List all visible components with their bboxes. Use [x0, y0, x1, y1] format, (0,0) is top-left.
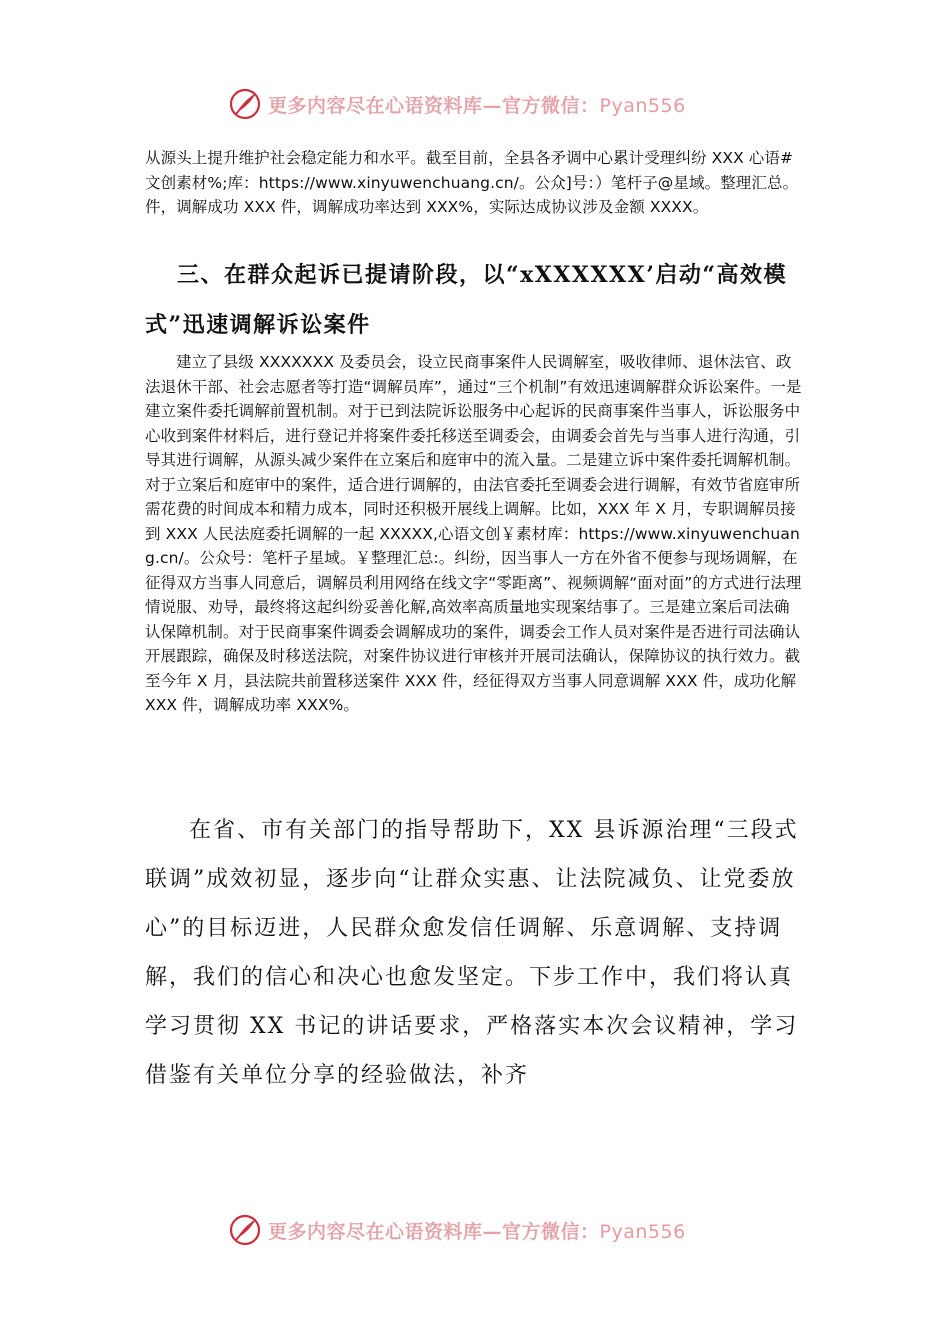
wechat-id: Pyan556: [599, 94, 686, 117]
banner-text: 更多内容尽在心语资料库—官方微信：Pyan556: [268, 1220, 686, 1243]
header-banner: [228, 84, 748, 124]
footer-banner: [228, 1210, 748, 1250]
section-heading-block: [145, 250, 805, 350]
banner-text: 更多内容尽在心语资料库—官方微信：Pyan556: [268, 94, 686, 117]
paragraph-2-block: [145, 350, 805, 718]
paragraph-3-block: [145, 806, 805, 1100]
wechat-id: Pyan556: [599, 1220, 686, 1243]
section-heading: 三、在群众起诉已提请阶段，以“xXXXXXX’启动“高效模式”迅速调解诉讼案件: [145, 262, 788, 338]
paragraph-2: 建立了县级 XXXXXXX 及委员会，设立民商事案件人民调解室，吸收律师、退休法官、政法退休干部、社会志愿者等打造“调解员库”，通过“三个机制”有效迅速调解群众诉讼案件。一是建立案件委托调解前置机制。对于已到法院诉讼服务中心起诉的民商事案件当事人，诉讼服务中心收到案件材料后，进行登记并将案件委托移送至调委会，由调委会首先与当事人进行沟通，引导其进行调解，从源头减少案件在立案后和庭审中的流入量。二是建立诉中案件委托调解机制。对于立案后和庭审中的案件，适合进行调解的，由法官委托至调委会进行调解，有效节省庭审所需花费的时间成本和精力成本，同时还积极开展线上调解。比如，XXX 年 X 月，专职调解员接到 XXX 人民法庭委托调解的一起 XXXXX,心语文创￥素材库：https://www.xinyuwenchuang.cn/。公众号：笔杆子星域。￥整理汇总:。纠纷，因当事人一方在外省不便参与现场调解，在征得双方当事人同意后，调解员利用网络在线文字“零距离”、视频调解“面对面”的方式进行法理情说服、劝导，最终将这起纠纷妥善化解,高效率高质量地实现案结事了。三是建立案后司法确认保障机制。对于民商事案件调委会调解成功的案件，调委会工作人员对案件是否进行司法确认开展跟踪，确保及时移送法院，对案件协议进行审核并开展司法确认，保障协议的执行效力。截至今年 X 月，县法院共前置移送案件 XXX 件，经征得双方当事人同意调解 XXX 件，成功化解 XXX 件，调解成功率 XXX%。: [145, 353, 802, 714]
quill-logo-icon: [228, 87, 262, 121]
paragraph-1-block: [145, 146, 805, 220]
quill-logo-icon: [228, 1213, 262, 1247]
paragraph-3: 在省、市有关部门的指导帮助下，XX 县诉源治理“三段式联调”成效初显，逐步向“让群众实惠、让法院减负、让党委放心”的目标迈进，人民群众愈发信任调解、乐意调解、支持调解，我们的信心和决心也愈发坚定。下步工作中，我们将认真学习贯彻 XX 书记的讲话要求，严格落实本次会议精神，学习借鉴有关单位分享的经验做法，补齐: [145, 818, 799, 1088]
paragraph-1: 从源头上提升维护社会稳定能力和水平。截至目前，全县各矛调中心累计受理纠纷 XXX 心语#文创素材%;库：https://www.xinyuwenchuang.cn/。公众]号：）笔杆子@星域。整理汇总。件，调解成功 XXX 件，调解成功率达到 XXX%，实际达成协议涉及金额 XXXX。: [145, 149, 799, 216]
